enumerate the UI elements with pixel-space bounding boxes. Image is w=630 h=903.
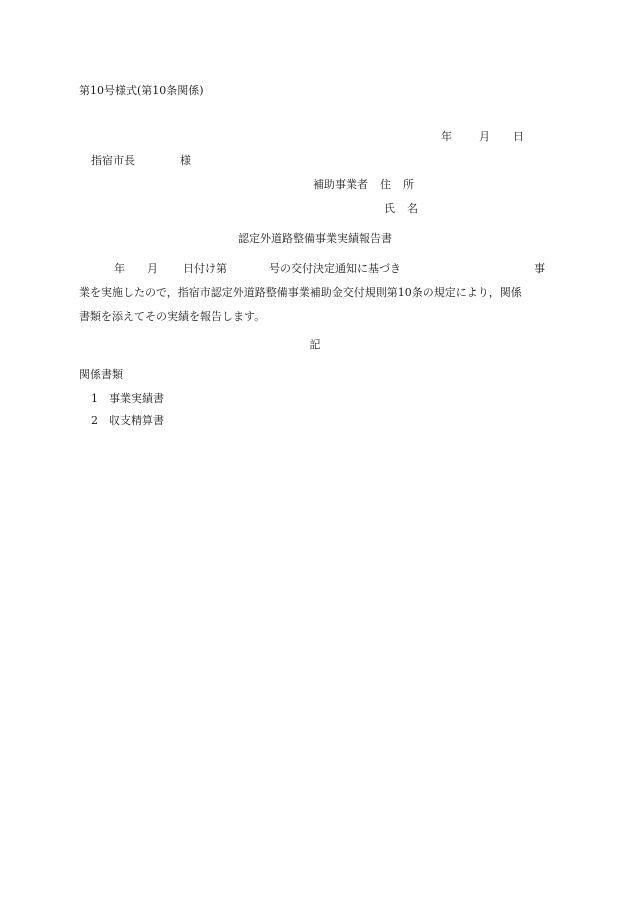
address-label: 住 xyxy=(380,178,391,191)
body-year: 年 xyxy=(114,262,125,275)
body-day-phrase: 日付け第 xyxy=(183,262,227,275)
document-item-number: 2 xyxy=(91,414,98,427)
date-month: 月 xyxy=(479,130,490,143)
applicant-address-line xyxy=(313,178,414,192)
body-line-3: 書類を添えてその実績を報告します。 xyxy=(79,310,266,323)
form-number: 第10号様式(第10条関係) xyxy=(79,84,204,97)
address-label-2: 所 xyxy=(403,178,414,191)
body-line-2: 業を実施したので，指宿市認定外道路整備事業補助金交付規則第10条の規定により，関係 xyxy=(79,286,522,299)
document-item-number: 1 xyxy=(91,392,98,405)
name-label: 氏 xyxy=(384,202,395,215)
body-number-phrase: 号の交付決定通知に基づき xyxy=(269,262,401,275)
applicant-role: 補助事業者 xyxy=(313,178,368,191)
document-item xyxy=(91,392,164,406)
applicant-name-line xyxy=(384,202,418,216)
documents-heading: 関係書類 xyxy=(79,368,123,381)
name-label-2: 名 xyxy=(407,202,418,215)
addressee xyxy=(91,154,191,168)
addressee-honorific: 様 xyxy=(180,154,191,167)
body-end-char: 事 xyxy=(534,262,545,275)
document-item xyxy=(91,414,164,428)
body-month: 月 xyxy=(147,262,158,275)
document-item-label: 収支精算書 xyxy=(109,414,164,427)
date-year: 年 xyxy=(441,130,452,143)
date-line xyxy=(441,130,524,144)
document-title: 認定外道路整備事業実績報告書 xyxy=(238,232,392,245)
document-item-label: 事業実績書 xyxy=(109,392,164,405)
date-day: 日 xyxy=(513,130,524,143)
ki-mark: 記 xyxy=(309,338,321,351)
addressee-name: 指宿市長 xyxy=(91,154,135,167)
